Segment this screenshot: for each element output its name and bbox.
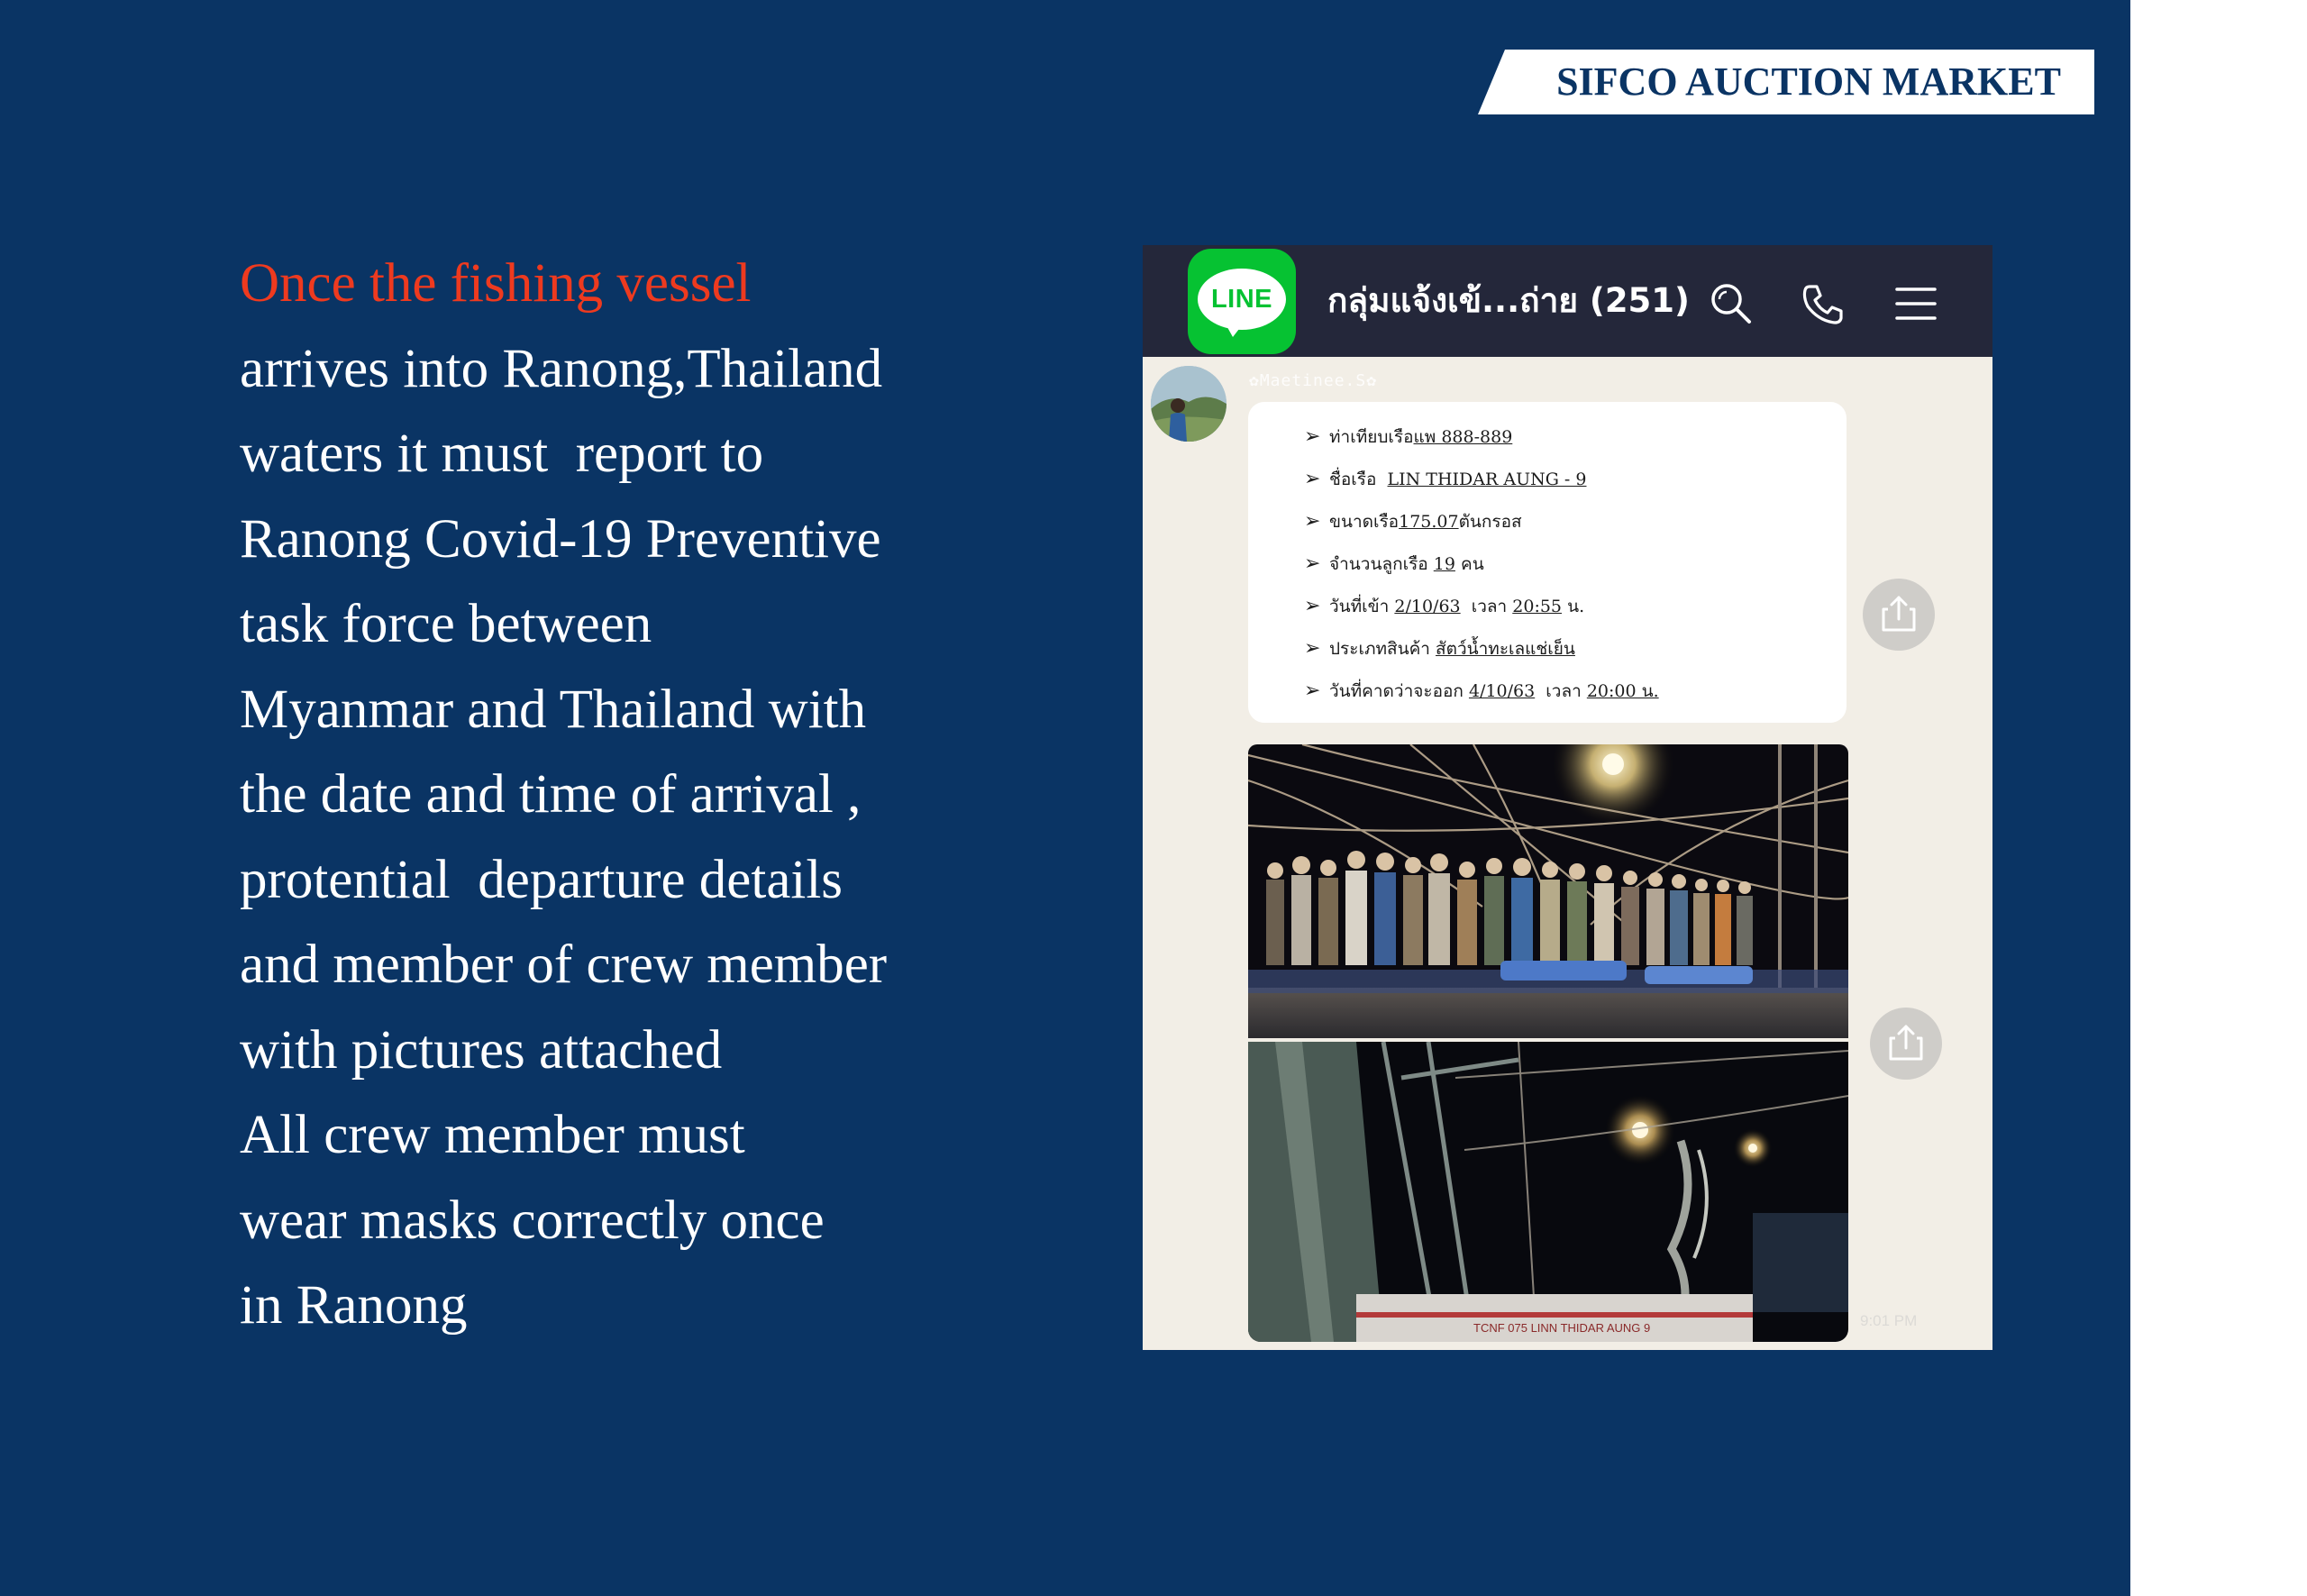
line-logo (1188, 249, 1296, 354)
body-line: and member of crew member (240, 935, 888, 995)
vessel-photo-image (1248, 1042, 1848, 1342)
message-bubble[interactable] (1248, 402, 1847, 723)
body-line: arrives into Ranong,Thailand (240, 338, 883, 399)
message-row: ➢ จำนวนลูกเรือ 19 คน (1304, 551, 1484, 578)
body-paragraph (240, 242, 1033, 1349)
avatar-image (1151, 366, 1226, 442)
share-button[interactable] (1863, 579, 1935, 651)
body-line: Ranong Covid-19 Preventive (240, 508, 881, 570)
body-line: in Ranong (240, 1275, 468, 1336)
line-logo-text: LINE (1210, 285, 1273, 314)
arrow-bullet-icon: ➢ (1304, 552, 1321, 575)
brand-tag (1478, 50, 2094, 114)
message-row: ➢ วันที่คาดว่าจะออก 4/10/63 เวลา 20:00 น. (1304, 678, 1659, 705)
message-row: ➢ ประเภทสินค้า สัตว์น้ำทะเลแช่เย็น (1304, 635, 1575, 662)
arrow-bullet-icon: ➢ (1304, 679, 1321, 702)
body-line: the date and time of arrival , (240, 764, 862, 825)
arrow-bullet-icon: ➢ (1304, 595, 1321, 617)
message-timestamp: 9:01 PM (1860, 1312, 1918, 1329)
body-line: Myanmar and Thailand with (240, 679, 867, 740)
sender-avatar[interactable] (1151, 366, 1226, 442)
vessel-photo[interactable] (1248, 1042, 1848, 1342)
arrow-bullet-icon: ➢ (1304, 510, 1321, 533)
brand-name: SIFCO AUCTION MARKET (1556, 59, 2061, 104)
crew-photo[interactable] (1248, 744, 1848, 1038)
chat-header (1143, 245, 1992, 357)
chat-title[interactable]: กลุ่มแจ้งเข้...ถ่าย (251) (1327, 281, 1690, 320)
body-line-highlight: Once the fishing vessel (240, 253, 752, 314)
crew-photo-image (1248, 744, 1848, 1038)
sender-name: ✿Maetinee.S✿ (1249, 371, 1378, 390)
body-line: protential departure details (240, 849, 843, 910)
body-line: with pictures attached (240, 1019, 723, 1081)
share-button[interactable] (1870, 1008, 1942, 1080)
body-line: All crew member must (240, 1105, 745, 1165)
search-icon[interactable] (1709, 281, 1754, 326)
share-icon (1888, 1024, 1924, 1062)
hull-label: TCNF 075 LINN THIDAR AUNG 9 (1473, 1321, 1651, 1335)
share-icon (1881, 595, 1917, 633)
body-line: task force between (240, 594, 652, 654)
message-row: ➢ ขนาดเรือ175.07ตันกรอส (1304, 508, 1522, 535)
message-row: ➢ ท่าเทียบเรือแพ 888-889 (1304, 424, 1512, 451)
message-row: ➢ วันที่เข้า 2/10/63 เวลา 20:55 น. (1304, 593, 1584, 620)
menu-icon[interactable] (1893, 281, 1938, 326)
arrow-bullet-icon: ➢ (1304, 425, 1321, 448)
arrow-bullet-icon: ➢ (1304, 468, 1321, 490)
chat-screenshot (1143, 245, 1992, 1350)
phone-icon[interactable] (1801, 281, 1846, 326)
body-line: waters it must report to (240, 424, 764, 484)
body-line: wear masks correctly once (240, 1190, 825, 1251)
message-row: ➢ ชื่อเรือ LIN THIDAR AUNG - 9 (1304, 466, 1586, 493)
arrow-bullet-icon: ➢ (1304, 637, 1321, 660)
